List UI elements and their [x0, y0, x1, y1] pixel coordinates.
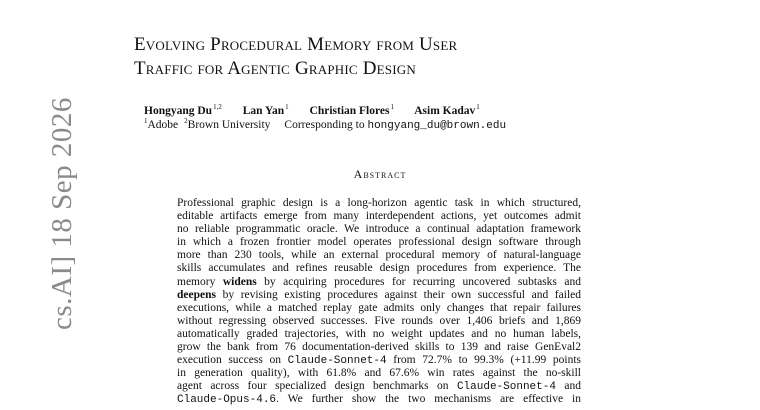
author	[243, 105, 289, 117]
affil-sup: 2	[184, 117, 188, 125]
author-list	[144, 103, 498, 117]
author-affil-sup: 1	[390, 103, 394, 111]
abstract-text: more than 230 tools, while an external procedural memory of natural-language	[177, 249, 581, 262]
author-affil-sup: 1,2	[213, 103, 222, 111]
abstract-model-name: Claude-Opus-4.6	[177, 394, 277, 407]
abstract-text: agent across four specialized design benchmarks on	[177, 380, 457, 393]
abstract-line	[177, 341, 581, 354]
abstract-bold-term: widens	[222, 275, 257, 288]
abstract-text: execution success on	[177, 354, 288, 367]
abstract-line	[177, 393, 581, 406]
abstract-text: . We further show the two mechanisms are effective in	[276, 393, 581, 406]
abstract-line	[177, 367, 581, 380]
corresponding-label: Corresponding to	[284, 119, 365, 131]
abstract-text: in generation quality), with 61.8% and 67.6% win rates against the no-skill	[177, 367, 581, 380]
title-line-1: Evolving Procedural Memory from User	[134, 34, 458, 55]
abstract-text: by revising existing procedures against their own successful and failed	[215, 288, 581, 301]
abstract-line	[177, 236, 581, 249]
abstract-text: grow the bank from 76 documentation-derived skills to 139 and raise GenEval2	[177, 341, 581, 354]
abstract-body	[177, 197, 581, 407]
title-line-2: Traffic for Agentic Graphic Design	[134, 58, 416, 79]
abstract-line	[177, 276, 581, 289]
author	[310, 105, 394, 117]
abstract-line	[177, 328, 581, 341]
abstract-text: by acquiring procedures for recurring uncovered subtasks and	[256, 275, 581, 288]
author-affil-sup: 1	[285, 103, 289, 111]
abstract-line	[177, 249, 581, 262]
author-name: Hongyang Du	[144, 105, 213, 117]
abstract-text: in which a frozen frontier model operates professional design software through	[177, 236, 581, 249]
abstract-line	[177, 197, 581, 210]
arxiv-stamp: cs.AI] 18 Sep 2026	[46, 97, 78, 330]
abstract-model-name: Claude-Sonnet-4	[456, 381, 556, 394]
abstract-text: no reliable programmatic oracle. We introduce a continual adaptation framework	[177, 223, 581, 236]
author-affil-sup: 1	[476, 103, 480, 111]
abstract-text: without regressing observed successes. Five rounds over 1,406 briefs and 1,869	[177, 314, 581, 327]
abstract-text: memory	[177, 275, 223, 288]
abstract-bold-term: deepens	[177, 288, 216, 301]
abstract-text: editable artifacts emerge from many interdependent actions, yet outcomes admit	[177, 210, 581, 223]
affil-sup: 1	[144, 117, 148, 125]
affiliation: Brown University	[187, 119, 271, 131]
abstract-line	[177, 289, 581, 302]
author-name: Lan Yan	[242, 105, 285, 117]
author-name: Christian Flores	[309, 105, 390, 117]
abstract-line	[177, 315, 581, 328]
abstract-line	[177, 302, 581, 315]
author	[144, 105, 222, 117]
abstract-model-name: Claude-Sonnet-4	[287, 355, 387, 368]
author-name: Asim Kadav	[414, 105, 476, 117]
abstract-text: skills accumulates and refines reusable design procedures from experience. The	[177, 262, 581, 275]
abstract-line	[177, 380, 581, 393]
abstract-text: from 72.7% to 99.3% (+11.99 points	[386, 354, 581, 367]
affiliation-line	[144, 117, 506, 132]
abstract-text: Professional graphic design is a long-horizon agentic task in which structured,	[177, 197, 581, 209]
corresponding-email[interactable]: hongyang_du@brown.edu	[367, 120, 507, 132]
abstract-line	[177, 223, 581, 236]
abstract-line	[177, 262, 581, 275]
abstract-line	[177, 354, 581, 367]
author	[414, 105, 480, 117]
paper-title	[134, 33, 694, 81]
abstract-heading: Abstract	[353, 167, 407, 181]
abstract-text: automatically graded trajectories, with no weight updates and no human labels,	[177, 327, 581, 340]
abstract-text: executions, while a matched replay gate admits only changes that repair failures	[177, 301, 581, 314]
affiliation: Adobe	[147, 119, 179, 131]
abstract-text: and	[555, 380, 581, 393]
abstract-line	[177, 210, 581, 223]
